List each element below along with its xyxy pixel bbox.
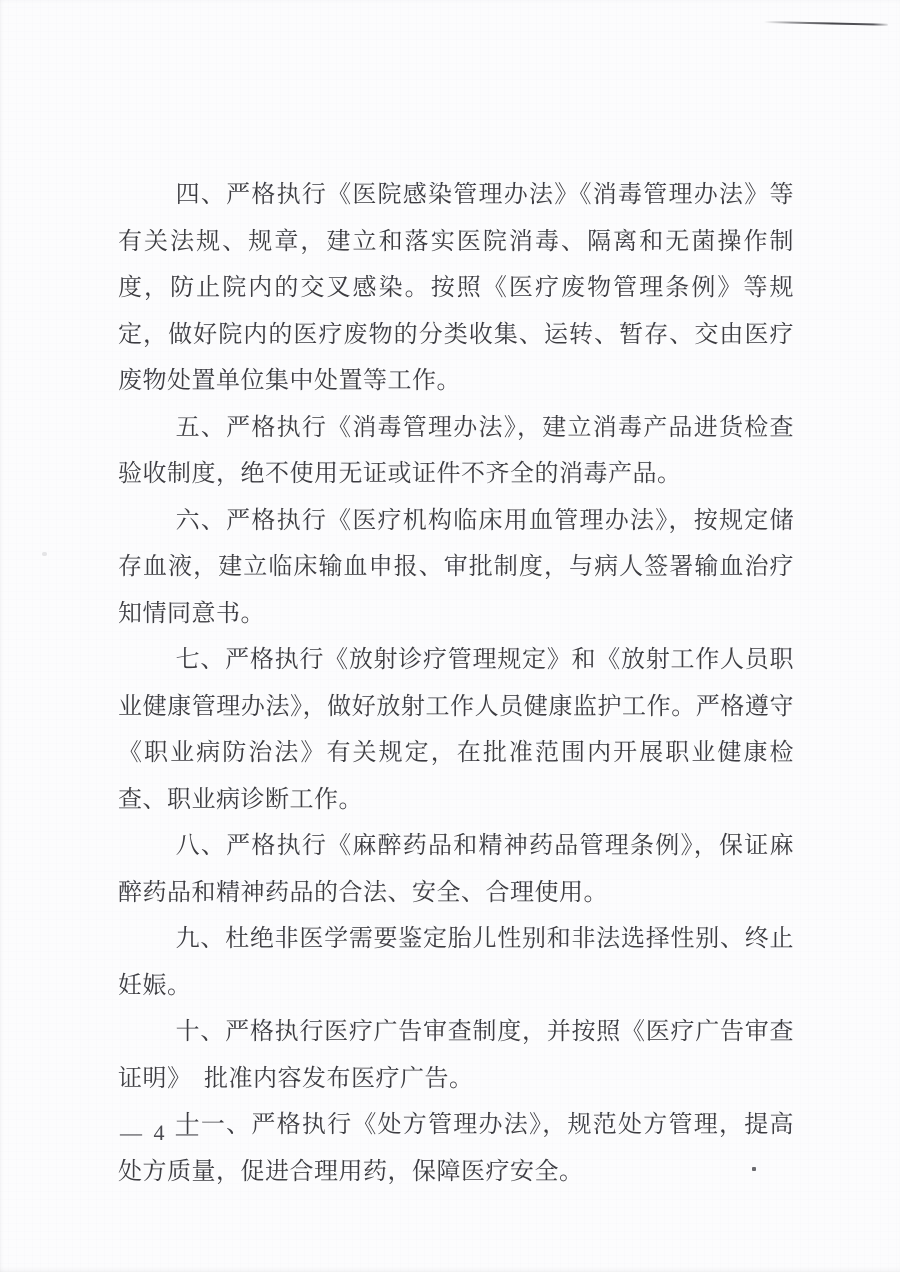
page-number: — 4 — [120,1120,201,1145]
paragraph-7: 七、严格执行《放射诊疗管理规定》和《放射工作人员职业健康管理办法》，做好放射工作人员健康监护工作。严格遵守《职业病防治法》有关规定，在批准范围内开展职业健康检查、职业病诊断工作。 [118,647,794,813]
paragraph-6: 六、严格执行《医疗机构临床用血管理办法》，按规定储存血液，建立临床输血申报、审批制度，与病人签署输血治疗知情同意书。 [118,507,794,627]
document-body [118,172,794,1195]
scan-smudge [42,552,47,556]
paragraph-5: 五、严格执行《消毒管理办法》，建立消毒产品进货检查验收制度，绝不使用无证或证件不齐全的消毒产品。 [118,414,794,487]
scan-speck [752,1167,756,1171]
paragraph-11: 十一、严格执行《处方管理办法》，规范处方管理，提高处方质量，促进合理用药，保障医疗安全。 [118,1112,794,1185]
paragraph-10: 十、严格执行医疗广告审查制度，并按照《医疗广告审查证明》 批准内容发布医疗广告。 [118,1019,794,1092]
paragraph-8: 八、严格执行《麻醉药品和精神药品管理条例》，保证麻醉药品和精神药品的合法、安全、合理使用。 [118,833,794,906]
scan-artifact-line [764,21,888,26]
paragraph-4: 四、严格执行《医院感染管理办法》《消毒管理办法》等有关法规、规章，建立和落实医院消毒、隔离和无菌操作制度，防止院内的交叉感染。按照《医疗废物管理条例》等规定，做好院内的医疗废物的分类收集、运转、暂存、交由医疗废物处置单位集中处置等工作。 [118,182,794,394]
paragraph-9: 九、杜绝非医学需要鉴定胎儿性别和非法选择性别、终止妊娠。 [118,926,794,999]
